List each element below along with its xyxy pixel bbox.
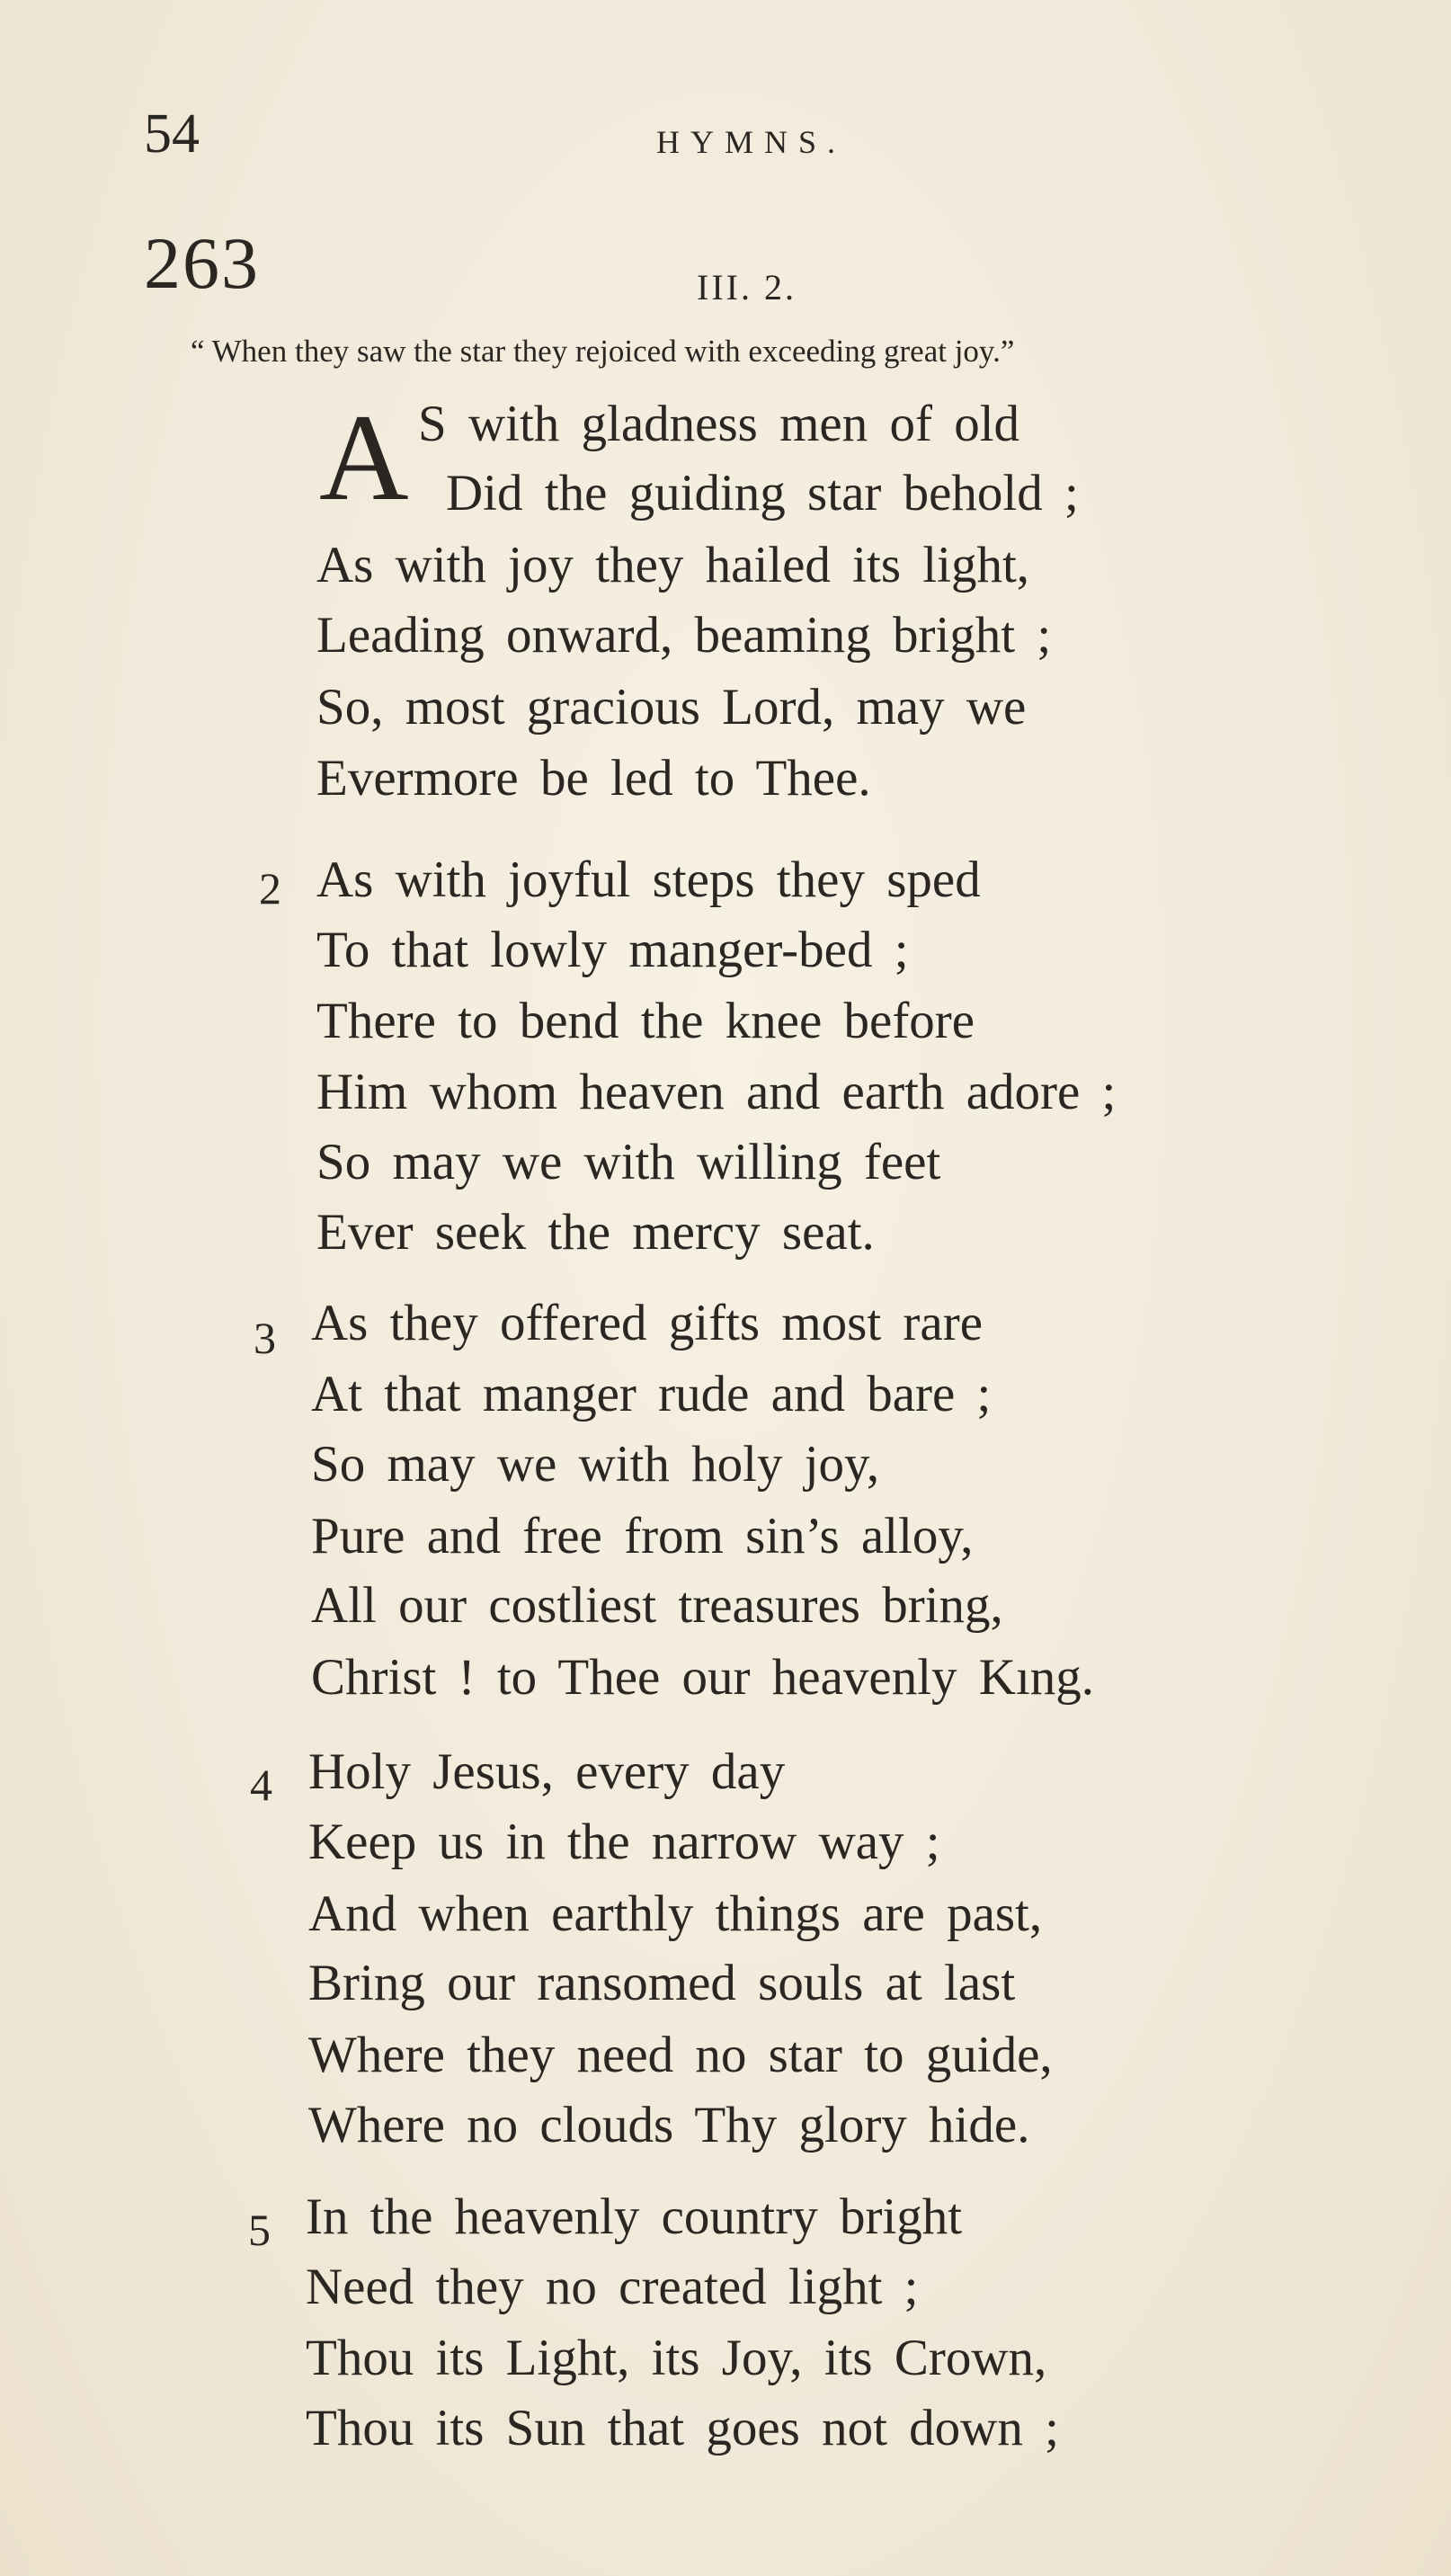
verse-line: Christ ! to Thee our heavenly Kıng.	[311, 1649, 1095, 1706]
verse-number: 3	[254, 1313, 276, 1363]
verse-line: Where they need no star to guide,	[308, 2027, 1053, 2083]
verse-number: 4	[250, 1760, 272, 1810]
verse-line: Bring our ransomed souls at last	[308, 1955, 1016, 2011]
verse-line: Keep us in the narrow way ;	[308, 1814, 940, 1870]
verse-line: So, most gracious Lord, may we	[316, 679, 1027, 735]
verse-line: There to bend the knee before	[316, 993, 975, 1049]
drop-cap: A	[319, 388, 409, 526]
verse-line: At that manger rude and bare ;	[311, 1366, 992, 1422]
verse-line: And when earthly things are past,	[308, 1885, 1043, 1942]
verse-line: Need they no created light ;	[306, 2259, 919, 2315]
verse-line: As they offered gifts most rare	[311, 1295, 983, 1351]
verse-number: 2	[259, 863, 281, 914]
page-number: 54	[144, 103, 200, 165]
verse-line: Where no clouds Thy glory hide.	[308, 2097, 1030, 2153]
verse-line: As with joy they hailed its light,	[316, 537, 1030, 593]
hymn-meter: III. 2.	[697, 267, 797, 308]
verse-line: Ever seek the mercy seat.	[316, 1204, 875, 1261]
verse-line: As with joyful steps they sped	[316, 851, 981, 908]
verse-line: Thou its Light, its Joy, its Crown,	[306, 2330, 1047, 2386]
running-head: HYMNS.	[656, 124, 847, 160]
verse-line: To that lowly manger-bed ;	[316, 922, 909, 978]
hymn-epigraph: “ When they saw the star they rejoiced with exceeding great joy.”	[191, 334, 1015, 369]
verse-line: Pure and free from sin’s alloy,	[311, 1508, 974, 1564]
hymn-number: 263	[144, 222, 260, 304]
verse-line: Leading onward, beaming bright ;	[316, 607, 1052, 664]
verse-line: Him whom heaven and earth adore ;	[316, 1064, 1117, 1120]
verse-line: So may we with willing feet	[316, 1134, 941, 1190]
verse-line: Holy Jesus, every day	[308, 1743, 786, 1800]
verse-line: S with gladness men of old	[418, 396, 1020, 452]
verse-line: So may we with holy joy,	[311, 1436, 880, 1493]
verse-line: All our costliest treasures bring,	[311, 1577, 1003, 1634]
verse-line: In the heavenly country bright	[306, 2188, 963, 2245]
verse-line: Thou its Sun that goes not down ;	[306, 2400, 1059, 2456]
verse-number: 5	[248, 2205, 271, 2255]
verse-line: Evermore be led to Thee.	[316, 750, 871, 807]
verse-line: Did the guiding star behold ;	[446, 465, 1079, 521]
